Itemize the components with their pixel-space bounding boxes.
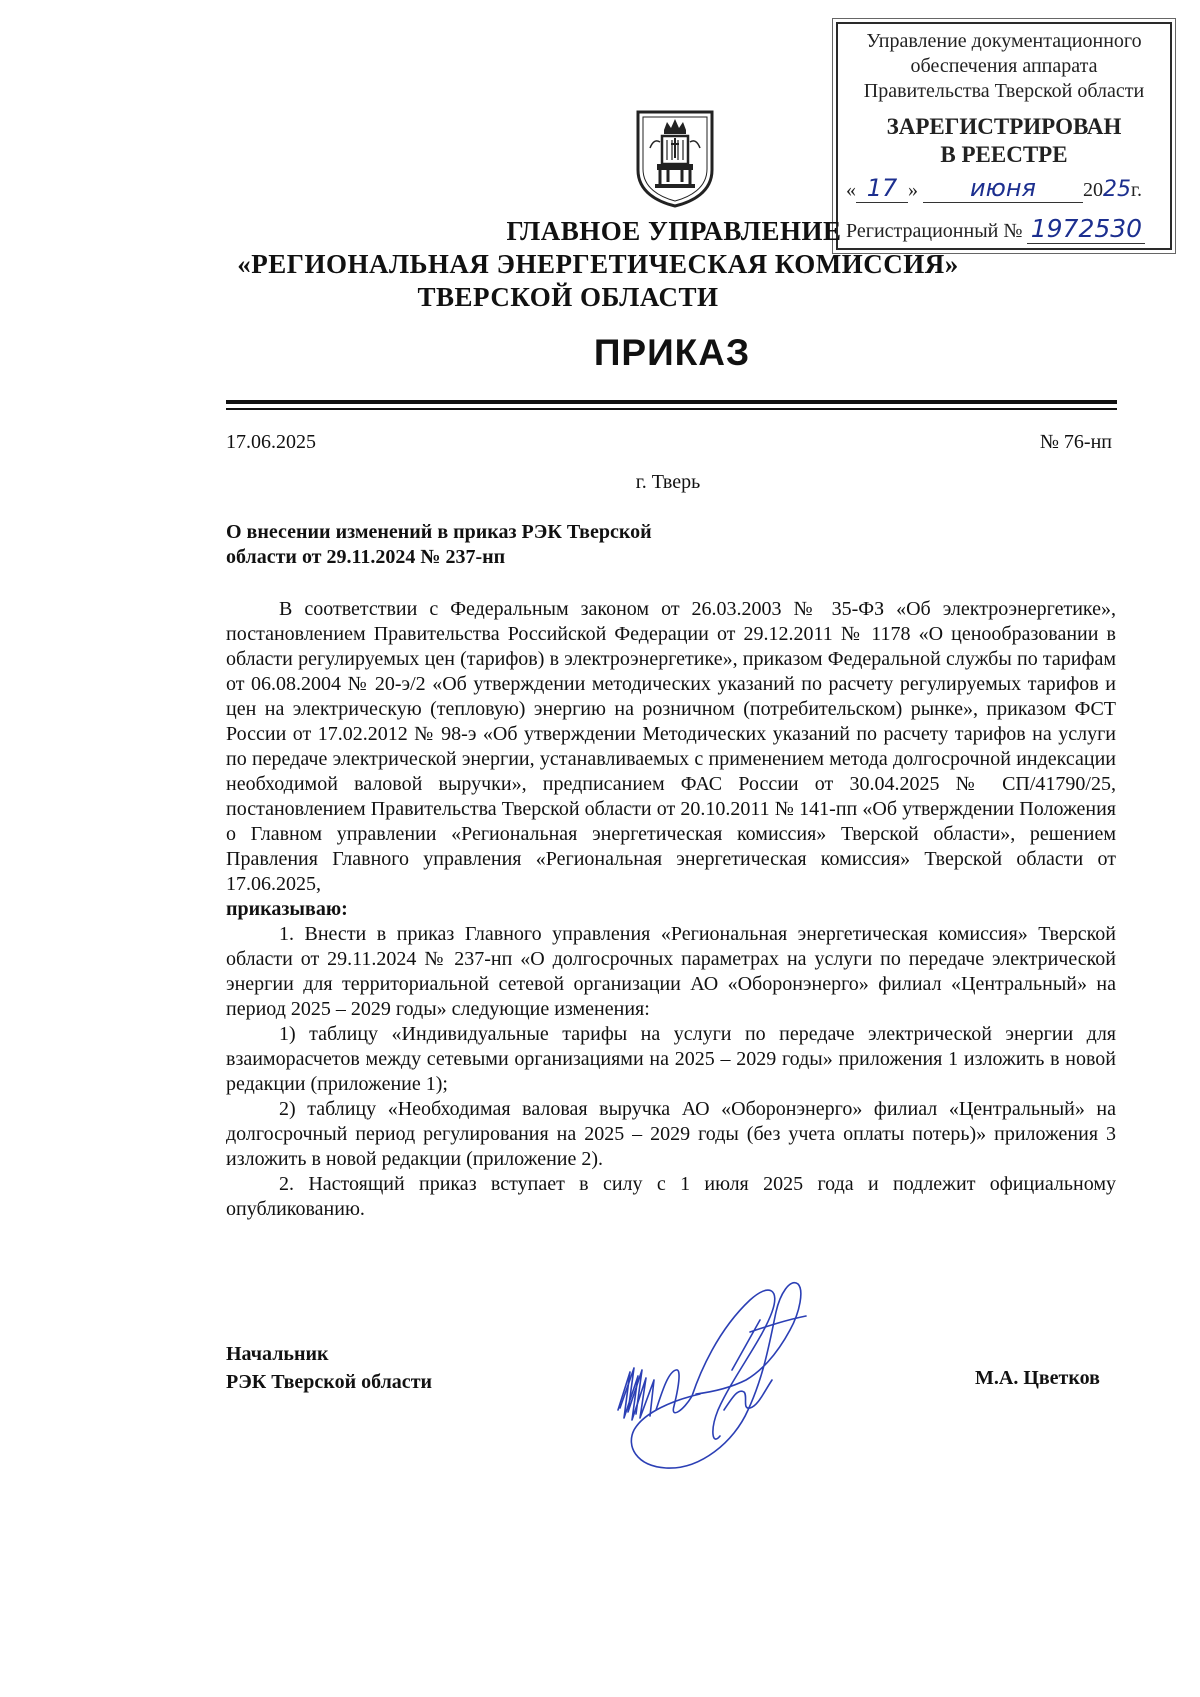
stamp-reg-label: Регистрационный № (846, 220, 1023, 242)
document-subject (226, 520, 652, 570)
stamp-line-1: Управление документационного (866, 30, 1142, 52)
org-title-line-1: ГЛАВНОЕ УПРАВЛЕНИЕ (506, 216, 842, 246)
signatory-title (226, 1340, 432, 1396)
stamp-date (846, 174, 1142, 203)
tver-coat-of-arms-icon (634, 108, 716, 208)
org-title-line-3: ТВЕРСКОЙ ОБЛАСТИ (417, 282, 719, 312)
handwritten-signature (600, 1260, 870, 1485)
org-title-line-2: «РЕГИОНАЛЬНАЯ ЭНЕРГЕТИЧЕСКАЯ КОМИССИЯ» (237, 249, 959, 279)
signatory-name: М.А. Цветков (975, 1367, 1100, 1389)
order-item-1-1: 1) таблицу «Индивидуальные тарифы на услуги по передаче электрической энергии для взаиморасчетов между сетевыми организациями на 2025 – 2029 годы» приложения 1 изложить в новой редакции (приложение 1); (226, 1023, 1116, 1095)
document-date: 17.06.2025 (226, 431, 316, 453)
header-rule-thick (226, 400, 1117, 404)
preamble-paragraph: В соответствии с Федеральным законом от 26.03.2003 № 35-ФЗ «Об электроэнергетике», постановлением Правительства Российской Федерации от 29.12.2011 № 1178 «О ценообразовании в области регулируемых цен (тарифов) в электроэнергетике», приказом Федеральной службы по тарифам от 06.08.2004 № 20-э/2 «Об утверждении методических указаний по расчету регулируемых тарифов и цен на электрическую (тепловую) энергию на розничном (потребительском) рынке», приказом ФСТ России от 17.02.2012 № 98-э «Об утверждении Методических указаний по расчету тарифов на услуги по передаче электрической энергии, устанавливаемых с применением метода долгосрочной индексации необходимой валовой выручки», предписанием ФАС России от 30.04.2025 № СП/41790/25, постановлением Правительства Тверской области от 20.10.2011 № 141-пп «Об утверждении Положения о Главном управлении «Региональная энергетическая комиссия» Тверской области», решением Правления Главного управления «Региональная энергетическая комиссия» Тверской области от 17.06.2025, (226, 598, 1116, 895)
stamp-status-2: В РЕЕСТРЕ (940, 142, 1068, 167)
subject-line-2: области от 29.11.2024 № 237-нп (226, 546, 506, 568)
stamp-date-open-quote: « (846, 179, 856, 201)
document-type-title: ПРИКАЗ (593, 332, 751, 373)
order-item-2: 2. Настоящий приказ вступает в силу с 1 июля 2025 года и подлежит официальному опубликованию. (226, 1173, 1116, 1220)
subject-line-1: О внесении изменений в приказ РЭК Тверской (226, 521, 652, 543)
stamp-date-close-quote: » (908, 179, 918, 201)
order-item-1: 1. Внести в приказ Главного управления «Региональная энергетическая комиссия» Тверской области от 29.11.2024 № 237-нп «О долгосрочных параметрах на услуги по передаче электрической энергии для территориальной сетевой организации АО «Оборонэнерго» филиал «Центральный» на период 2025 – 2029 годы» следующие изменения: (226, 923, 1116, 1020)
signatory-title-line-1: Начальник (226, 1343, 329, 1365)
stamp-status-1: ЗАРЕГИСТРИРОВАН (886, 114, 1122, 139)
order-item-1-2: 2) таблицу «Необходимая валовая выручка АО «Оборонэнерго» филиал «Центральный» на долгосрочный период регулирования на 2025 – 2029 годы (без учета оплаты потерь)» приложения 3 изложить в новой редакции (приложение 2). (226, 1098, 1116, 1170)
stamp-date-month: июня (923, 174, 1083, 203)
stamp-date-day: 17 (856, 174, 908, 203)
document-city: г. Тверь (635, 471, 701, 493)
signatory-title-line-2: РЭК Тверской области (226, 1371, 433, 1393)
order-word: приказываю: (226, 898, 348, 920)
stamp-line-2: обеспечения аппарата (910, 55, 1098, 77)
stamp-reg-number: 1972530 (1027, 214, 1145, 244)
stamp-date-year-mark: г. (1131, 179, 1142, 201)
document-body (226, 597, 1116, 1222)
stamp-line-3: Правительства Тверской области (863, 80, 1145, 102)
document-number: № 76-нп (1039, 431, 1112, 453)
stamp-date-year-prefix: 20 (1083, 179, 1103, 201)
stamp-date-year-suffix: 25 (1103, 177, 1131, 202)
header-rule-thin (226, 408, 1117, 410)
